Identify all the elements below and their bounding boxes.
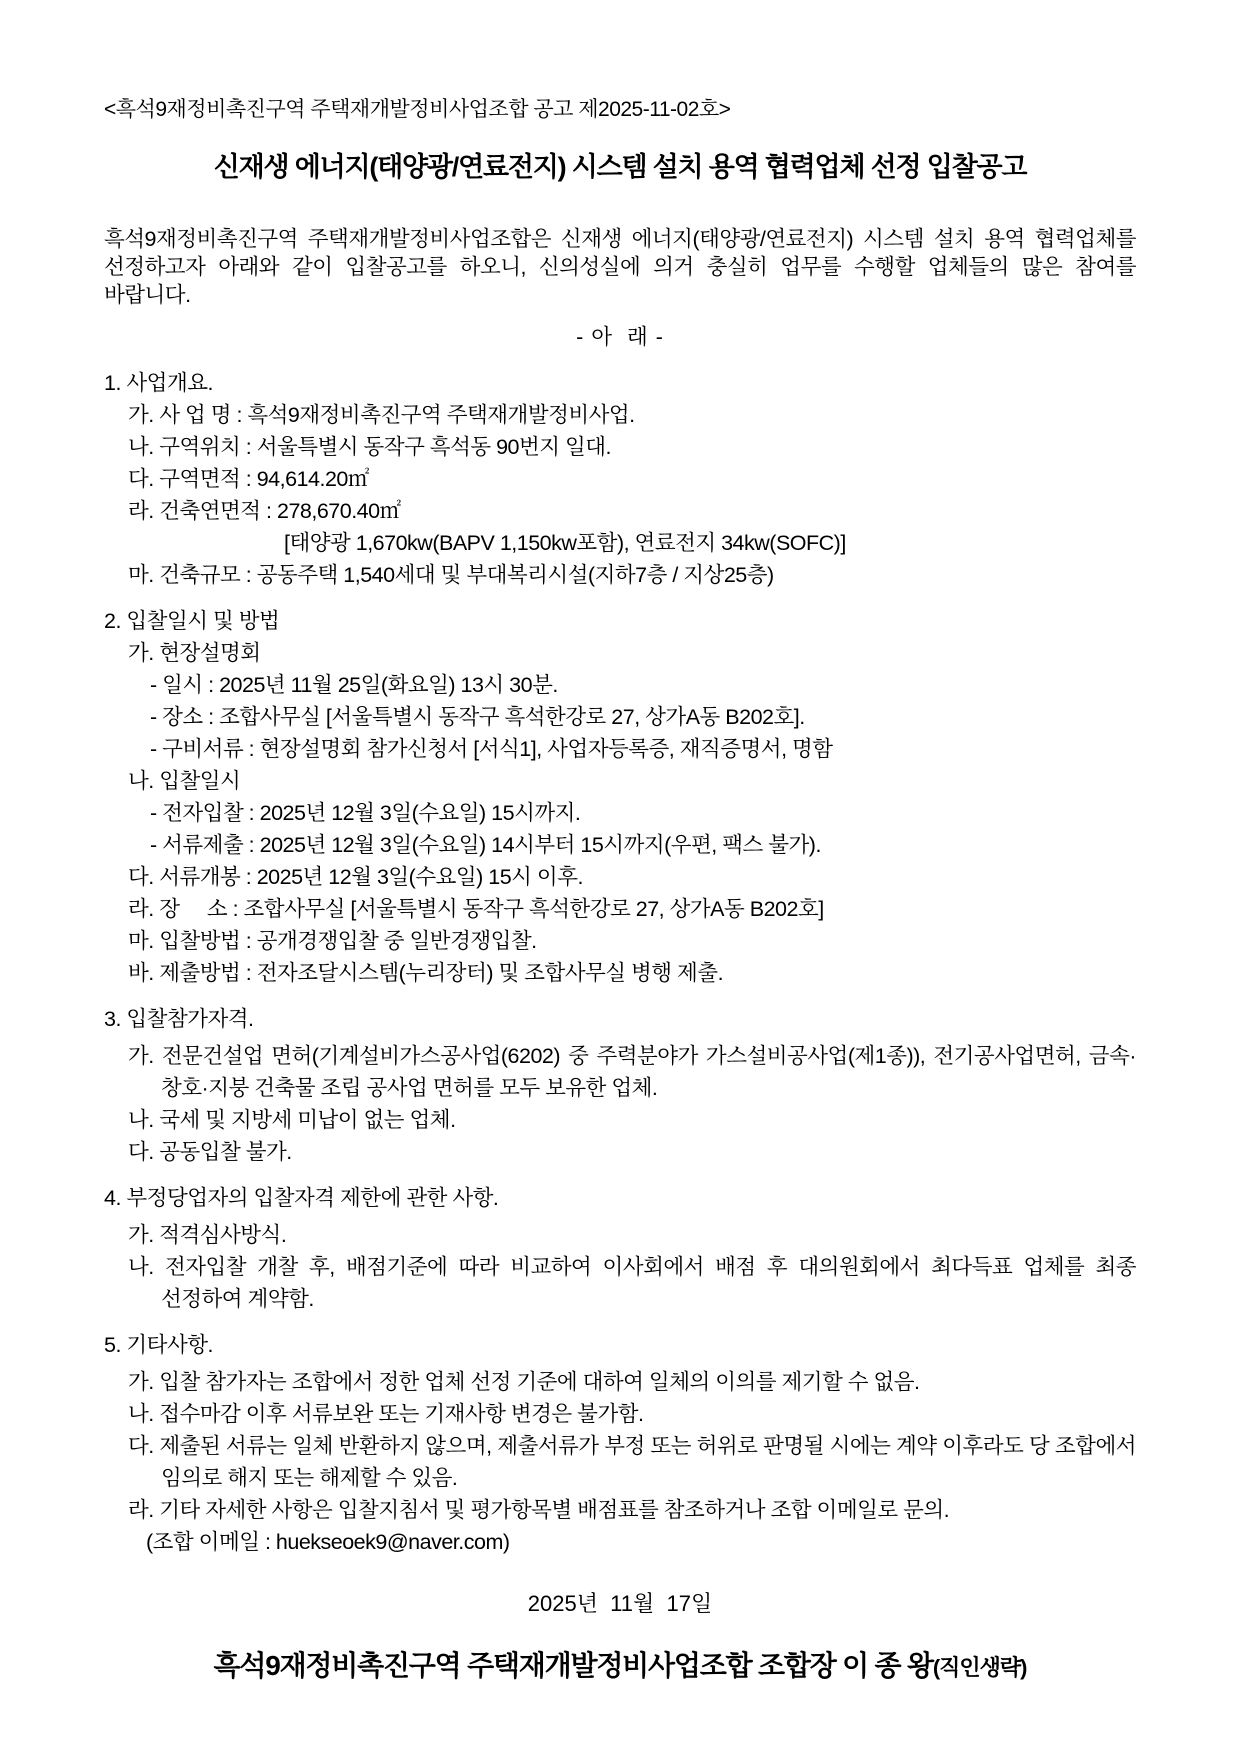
section-heading: 2. 입찰일시 및 방법: [104, 609, 280, 633]
doc-line: 나. 국세 및 지방세 미납이 없는 업체.: [128, 1108, 456, 1132]
doc-line: 나. 전자입찰 개찰 후, 배점기준에 따라 비교하여 이사회에서 배점 후 대의원회에서 최다득표 업체를 최종 선정하여 계약함.: [128, 1255, 1136, 1311]
doc-line: - 전자입찰 : 2025년 12월 3일(수요일) 15시까지.: [150, 801, 581, 825]
doc-line: 마. 건축규모 : 공동주택 1,540세대 및 부대복리시설(지하7층 / 지상25층): [128, 563, 774, 587]
doc-line: - 장소 : 조합사무실 [서울특별시 동작구 흑석한강로 27, 상가A동 B202호].: [150, 705, 805, 729]
document-section: [104, 367, 1136, 591]
doc-line: 나. 접수마감 이후 서류보완 또는 기재사항 변경은 불가함.: [128, 1402, 644, 1426]
document-body: [104, 367, 1136, 1558]
document-section: [104, 605, 1136, 989]
doc-line: 다. 서류개봉 : 2025년 12월 3일(수요일) 15시 이후.: [128, 865, 583, 889]
doc-line: 가. 전문건설업 면허(기계설비가스공사업(6202) 중 주력분야가 가스설비공사업(제1종)), 전기공사업면허, 금속·창호·지붕 건축물 조립 공사업 면허를 모두 보유한 업체.: [128, 1044, 1136, 1100]
date-line: 2025년 11월 17일: [527, 1591, 713, 1616]
doc-line: [태양광 1,670kw(BAPV 1,150kw포함), 연료전지 34kw(SOFC)]: [284, 531, 846, 555]
doc-line: 가. 현장설명회: [128, 641, 261, 665]
document-section: [104, 1329, 1136, 1558]
doc-line: 바. 제출방법 : 전자조달시스템(누리장터) 및 조합사무실 병행 제출.: [128, 961, 724, 985]
section-heading: 1. 사업개요.: [104, 371, 213, 395]
section-heading: 4. 부정당업자의 입찰자격 제한에 관한 사항.: [104, 1186, 499, 1210]
doc-line: 가. 입찰 참가자는 조합에서 정한 업체 선정 기준에 대하여 일체의 이의를 제기할 수 없음.: [128, 1370, 920, 1394]
doc-line: 다. 공동입찰 불가.: [128, 1140, 292, 1164]
doc-line: - 구비서류 : 현장설명회 참가신청서 [서식1], 사업자등록증, 재직증명서, 명함: [150, 737, 833, 761]
intro-paragraph: 흑석9재정비촉진구역 주택재개발정비사업조합은 신재생 에너지(태양광/연료전지) 시스템 설치 용역 협력업체를 선정하고자 아래와 같이 입찰공고를 하오니, 신의성실에 의거 충실히 업무를 수행할 업체들의 많은 참여를 바랍니다.: [104, 227, 1136, 307]
doc-line: 마. 입찰방법 : 공개경쟁입찰 중 일반경쟁입찰.: [128, 929, 537, 953]
doc-line: 다. 제출된 서류는 일체 반환하지 않으며, 제출서류가 부정 또는 허위로 판명될 시에는 계약 이후라도 당 조합에서 임의로 해지 또는 해제할 수 있음.: [128, 1434, 1136, 1490]
section-heading: 3. 입찰참가자격.: [104, 1007, 254, 1031]
signature-seal-note: (직인생략): [932, 1655, 1027, 1680]
doc-line: 가. 적격심사방식.: [128, 1223, 287, 1247]
signature-text: 흑석9재정비촉진구역 주택재개발정비사업조합 조합장 이 종 왕: [213, 1650, 933, 1681]
doc-line: - 서류제출 : 2025년 12월 3일(수요일) 14시부터 15시까지(우편, 팩스 불가).: [150, 833, 821, 857]
doc-line: 다. 구역면적 : 94,614.20㎡: [128, 467, 369, 491]
document-section: [104, 1182, 1136, 1315]
page-title: 신재생 에너지(태양광/연료전지) 시스템 설치 용역 협력업체 선정 입찰공고: [213, 152, 1027, 182]
document-section: [104, 1003, 1136, 1168]
doc-line: (조합 이메일 : huekseoek9@naver.com): [146, 1530, 510, 1554]
doc-line: 라. 건축연면적 : 278,670.40㎡: [128, 499, 401, 523]
doc-line: 라. 기타 자세한 사항은 입찰지침서 및 평가항목별 배점표를 참조하거나 조합 이메일로 문의.: [128, 1498, 950, 1522]
below-marker: - 아 래 -: [576, 325, 664, 349]
section-heading: 5. 기타사항.: [104, 1333, 213, 1357]
doc-line: 나. 입찰일시: [128, 769, 241, 793]
doc-line: 나. 구역위치 : 서울특별시 동작구 흑석동 90번지 일대.: [128, 435, 612, 459]
doc-line: 라. 장 소 : 조합사무실 [서울특별시 동작구 흑석한강로 27, 상가A동 B202호]: [128, 897, 824, 921]
notice-number: <흑석9재정비촉진구역 주택재개발정비사업조합 공고 제2025-11-02호>: [104, 98, 731, 121]
doc-line: 가. 사 업 명 : 흑석9재정비촉진구역 주택재개발정비사업.: [128, 403, 635, 427]
signature-line: [104, 1646, 1136, 1688]
doc-line: - 일시 : 2025년 11월 25일(화요일) 13시 30분.: [150, 673, 558, 697]
